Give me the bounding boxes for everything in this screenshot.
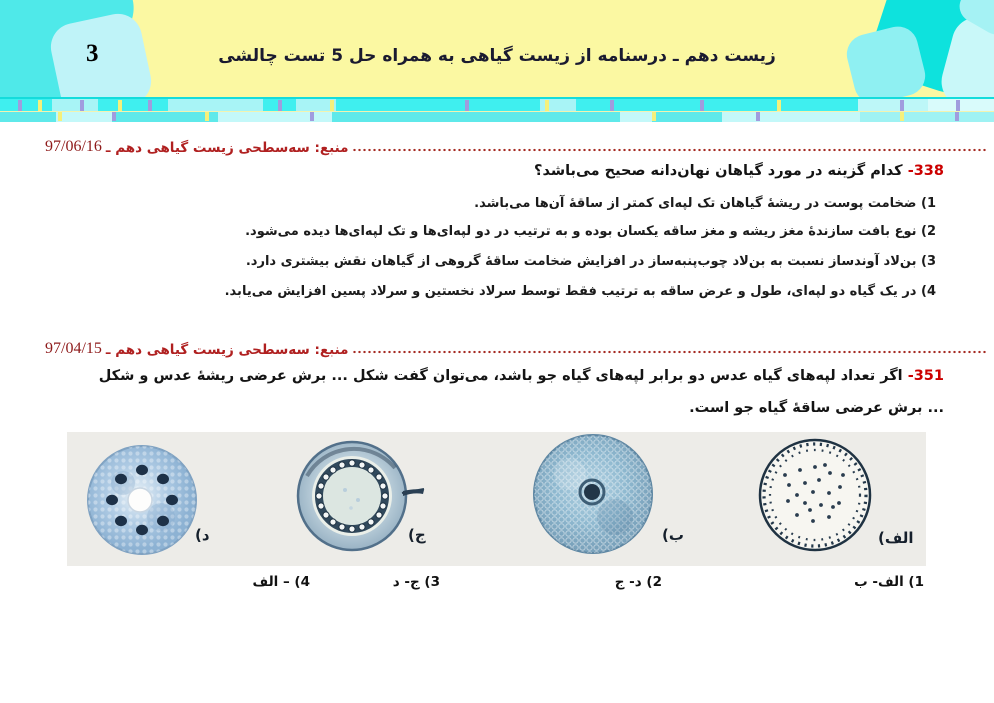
- source-line: [45, 136, 988, 156]
- page-title: زیست دهم ـ درسنامه از زیست گیاهی به همراه حل 5 تست چالشی: [218, 46, 776, 66]
- source-label: منبع: سه‌سطحی زیست گیاهی دهم ـ: [105, 342, 349, 358]
- cross-section-d-image: [85, 443, 199, 557]
- figure-label-alef: الف): [878, 529, 914, 547]
- question-351: [30, 368, 944, 384]
- cross-section-j-image: [295, 438, 425, 558]
- figure-label-jim: ج): [408, 526, 426, 544]
- question-351-line2: ... برش عرضی ساقهٔ گیاه جو است.: [689, 400, 944, 416]
- option-338-3: 3) بن‌لاد آوندساز نسبت به بن‌لاد چوب‌پنبه‌ساز در افزایش ضخامت ساقهٔ گروهی از گیاهان نقش بیشتری دارد.: [245, 254, 936, 269]
- dotted-leader: [352, 350, 988, 354]
- page-number: 3: [86, 40, 99, 67]
- figure-label-be: ب): [662, 526, 684, 544]
- option-338-2: 2) نوع بافت سازندهٔ مغز ریشه و مغز ساقه یکسان بوده و به ترتیب در دو لپه‌ای‌ها و تک لپه‌ای‌ها دیده می‌شود.: [245, 224, 936, 239]
- cross-section-alef-image: [755, 435, 875, 555]
- option-338-1: 1) ضخامت پوست در ریشهٔ گیاهان تک لپه‌ای کمتر از ساقهٔ آن‌ها می‌باشد.: [474, 196, 936, 211]
- page-header: [0, 0, 994, 97]
- answer-option-4: 4) – الف: [252, 574, 310, 590]
- option-338-4: 4) در یک گیاه دو لپه‌ای، طول و عرض ساقه به ترتیب فقط توسط سرلاد نخستین و سرلاد پسین افزایش می‌یابد.: [224, 284, 936, 299]
- source-line: [45, 338, 988, 358]
- question-number: 351-: [907, 368, 944, 384]
- answer-option-3: 3) ج- د: [392, 574, 440, 590]
- source-label: منبع: سه‌سطحی زیست گیاهی دهم ـ: [105, 140, 349, 156]
- source-date: 97/06/16: [45, 138, 102, 155]
- source-date: 97/04/15: [45, 340, 102, 357]
- divider-band: [0, 97, 994, 122]
- question-text: کدام گزینه در مورد گیاهان نهان‌دانه صحیح می‌باشد؟: [534, 163, 903, 179]
- figure-label-dal: د): [195, 526, 210, 544]
- cross-section-b-image: [530, 432, 656, 558]
- dotted-leader: [352, 148, 988, 152]
- cross-sections-figure: [67, 432, 926, 566]
- question-338: [30, 163, 944, 179]
- answer-option-2: 2) د- ج: [614, 574, 662, 590]
- answer-option-1: 1) الف- ب: [854, 574, 924, 590]
- question-number: 338-: [907, 163, 944, 179]
- question-text-line1: اگر تعداد لپه‌های گیاه عدس دو برابر لپه‌های گیاه جو باشد، می‌توان گفت شکل ... برش عرضی ریشهٔ عدس و شکل: [98, 368, 903, 384]
